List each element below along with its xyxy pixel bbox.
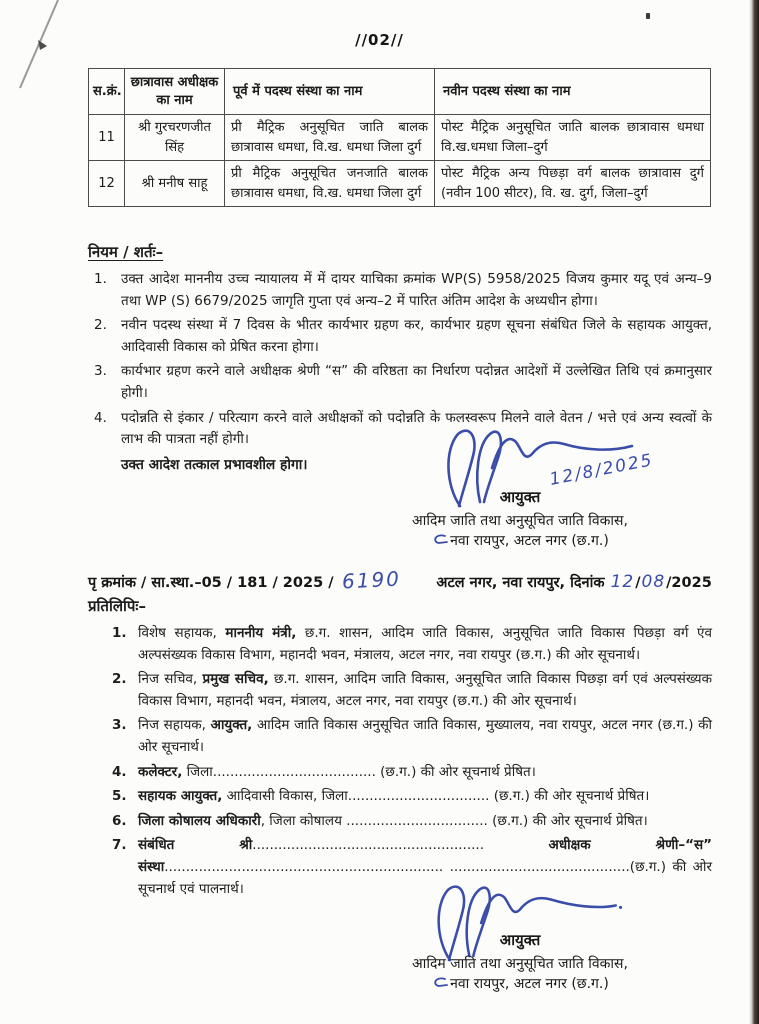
reference-prefix: पृ क्रमांक / सा.स्था.–05 / 181 / 2025 / [88,575,334,591]
table-cell: 12 [89,161,125,207]
table-header-cell: नवीन पदस्थ संस्था का नाम [435,69,711,115]
copy-number: 7. [112,837,127,854]
table-cell: 11 [89,115,125,161]
officer-location: नवा रायपुर, अटल नगर (छ.ग.) [450,533,609,550]
copy-number: 5. [112,788,127,805]
officer-designation: आयुक्त [499,488,541,506]
officer-department: आदिम जाति तथा अनुसूचित जाति विकास, [412,955,628,972]
copy-number: 3. [112,717,127,734]
date-month-handwritten: 08 [641,572,666,592]
copy-text-bold: संबंधित श्री [138,837,253,854]
table-header-cell: पूर्व में पदस्थ संस्था का नाम [225,69,435,115]
table-cell: श्री गुरचरणजीत सिंह [125,115,225,161]
copy-text-plain: निज सहायक, [138,717,211,734]
table-row [89,161,711,207]
copy-item [112,786,712,808]
officer-block-top [340,487,700,551]
table-header-cell: स.क्रं. [89,69,125,115]
copy-text [138,786,712,808]
table-cell: पोस्ट मैट्रिक अन्य पिछड़ा वर्ग बालक छात्रावास दुर्ग (नवीन 100 सीटर), वि. ख. दुर्ग, जिला–दुर्ग [435,161,711,207]
table-header-row [89,69,711,115]
copy-text [138,762,712,784]
table-body [89,115,711,207]
table-row [89,115,711,161]
scan-speck [646,13,650,19]
copy-text-plain: आदिवासी विकास, जिला................................. (छ.ग.) की ओर सूचनार्थ प्रेषित। [222,788,650,805]
signature-date-handwritten: 12/8/2025 [548,450,656,490]
rule-item [94,361,712,404]
copy-text-bold: आयुक्त, [210,717,253,734]
copy-text-plain: निज सचिव, [138,671,203,688]
officer-department: आदिम जाति तथा अनुसूचित जाति विकास, [412,512,628,529]
rules-closing-line: उक्त आदेश तत्काल प्रभावशील होगा। [121,456,308,473]
table-cell: प्री मैट्रिक अनुसूचित जनजाति बालक छात्रावास धमधा, वि.ख. धमधा जिला दुर्ग [225,161,435,207]
copy-text [138,715,712,758]
rule-item [94,315,712,358]
page-number: //02// [355,31,404,49]
officer-designation: आयुक्त [499,931,541,949]
transfer-table [88,68,711,207]
copy-text-bold: अधीक्षक श्रेणी–“स” संस्था [138,837,712,875]
copy-text-plain: छ.ग. शासन, आदिम जाति विकास, अनुसूचित जाति विकास पिछड़ा वर्ग एवं अल्पसंख्यक विकास विभाग, महानदी भवन, मंत्रालय, अटल नगर, नवा रायपुर (छ.ग.) की ओर सूचनार्थ। [138,671,712,709]
date-slash: / [635,575,641,591]
copy-number: 6. [112,812,127,829]
copy-text-bold: कलेक्टर, [138,763,183,780]
rule-text: पदोन्नति से इंकार / परित्याग करने वाले अधीक्षकों को पदोन्नति के फलस्वरूप मिलने वाले वेतन / भत्ते एवं अन्य स्वत्वों के लाभ की पात्रता नहीं होगी। [121,409,712,448]
rule-text: उक्त आदेश माननीय उच्च न्यायालय में में दायर याचिका क्रमांक WP(S) 5958/2025 विजय कुमार यदू एवं अन्य–9 तथा WP (S) 6679/2025 जागृति गुप्ता एवं अन्य–2 में पारित अंतिम आदेश के अध्यधीन होगा। [121,271,712,309]
copy-text-plain: छ.ग. शासन, आदिम जाति विकास, अनुसूचित जाति विकास पिछड़ा वर्ग एंव अल्पसंख्यक विकास विभाग, महानदी भवन, मंत्रालय, अटल नगर, नवा रायपुर (छ.ग.) की ओर सूचनार्थ। [138,625,713,663]
reference-number-handwritten: 6190 [340,566,401,594]
rule-text: नवीन पदस्थ संस्था में 7 दिवस के भीतर कार्यभार ग्रहण कर, कार्यभार ग्रहण सूचना संबंधित जिले के सहायक आयुक्त, आदिवासी विकास को प्रेषित करना होगा। [121,317,712,355]
copy-number: 4. [112,763,127,780]
ink-squiggle-icon [431,531,449,551]
rule-number: 3. [94,363,107,380]
copy-text-plain: जिला...................................... (छ.ग.) की ओर सूचनार्थ प्रेषित। [182,763,536,780]
copy-text-plain: ................................................................. ..........................................(छ.ग.) की ओर सूचनार्थ एवं पालनार्थ। [138,858,712,897]
table-cell: श्री मनीष साहू [125,161,225,207]
rule-number: 1. [94,271,107,287]
copy-item [112,669,712,712]
copy-item [112,811,712,833]
ink-squiggle-icon [431,974,449,994]
copy-text [138,623,712,666]
copy-list-heading: प्रतिलिपिः– [88,597,146,615]
copy-text-bold: जिला कोषालय अधिकारी [138,812,261,829]
place-date-label: अटल नगर, नवा रायपुर, दिनांक [436,575,605,591]
page-edge-shadow [749,0,759,1024]
copy-item [112,623,712,666]
copy-text-plain: आदिम जाति विकास अनुसूचित जाति विकास, मुख्यालय, नवा रायपुर, अटल नगर (छ.ग.) की ओर सूचनार्थ। [138,717,712,755]
date-year-printed: /2025 [666,575,712,591]
copy-text [138,811,712,833]
copies-list [112,623,712,903]
table-cell: प्री मैट्रिक अनुसूचित जाति बालक छात्रावास धमधा, वि.ख. धमधा जिला दुर्ग [225,115,435,161]
rule-number: 4. [94,409,107,426]
copy-text-plain: विशेष सहायक, [138,625,226,641]
copy-text-bold: सहायक आयुक्त, [138,788,223,805]
officer-block-bottom [340,930,700,994]
copy-text-bold: प्रमुख सचिव, [202,671,269,688]
rule-text: कार्यभार ग्रहण करने वाले अधीक्षक श्रेणी “स” की वरिष्ठता का निर्धारण पदोन्नत आदेशों में उल्लेखित तिथि एवं क्रमानुसार होगी। [121,363,712,401]
table-cell: पोस्ट मैट्रिक अनुसूचित जाति बालक छात्रावास धमधा वि.ख.धमधा जिला–दुर्ग [435,115,711,161]
copy-item [112,762,712,784]
copy-text [138,669,712,712]
copy-number: 1. [112,625,127,641]
copy-text-bold: माननीय मंत्री, [225,625,297,641]
rule-item [94,269,712,312]
reference-line [88,568,728,592]
rule-number: 2. [94,317,107,334]
date-day-handwritten: 12 [610,572,635,592]
copy-text-plain: ...................................................... [252,837,549,854]
table-header-cell: छात्रावास अधीक्षक का नाम [125,69,225,115]
rules-heading: नियम / शर्तः– [88,243,164,261]
copy-item [112,715,712,758]
officer-location: नवा रायपुर, अटल नगर (छ.ग.) [450,976,609,993]
copy-text-plain: , जिला कोषालय ................................. (छ.ग.) की ओर सूचनार्थ प्रेषित। [260,812,648,829]
copy-number: 2. [112,671,127,688]
